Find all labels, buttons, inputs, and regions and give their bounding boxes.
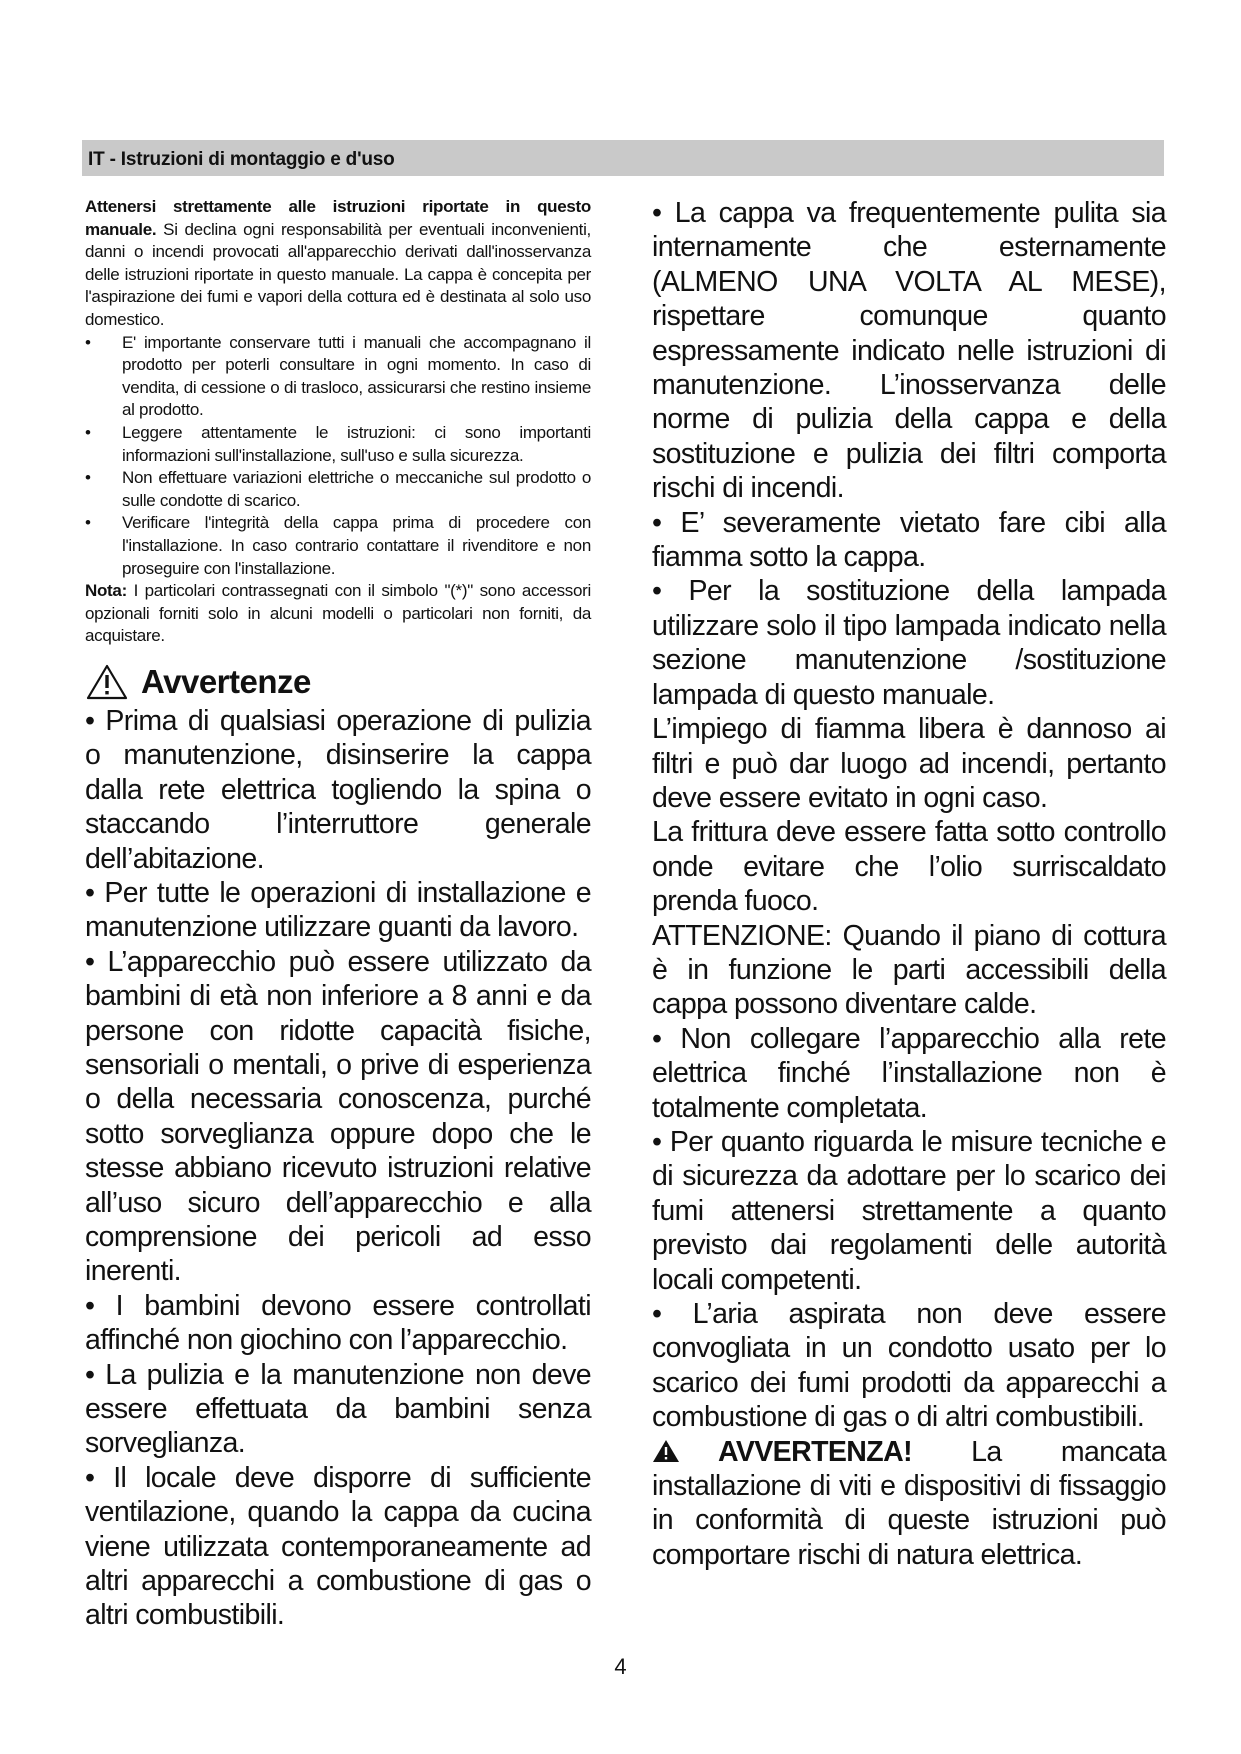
warning-item: • Non collegare l’apparecchio alla rete elettrica finché l’installazione non è totalmente completata. <box>652 1022 1166 1124</box>
warning-item: • Per la sostituzione della lampada utilizzare solo il tipo lampada indicato nella sezione manutenzione /sostituzione lampada di questo manuale. <box>652 575 1166 711</box>
warning-item: • L’apparecchio può essere utilizzato da bambini di età non inferiore a 8 anni e da persone con ridotte capacità fisiche, sensoriali o mentali, o prive di esperienza o della necessaria conoscenza, purché sotto sorveglianza oppure dopo che le stesse abbiano ricevuto istruzioni relative all’uso sicuro dell’apparecchio e alla comprensione dei pericoli ad esso inerenti. <box>85 945 591 1288</box>
warning-item: • L’aria aspirata non deve essere convogliata in un condotto usato per lo scarico dei fumi prodotti da apparecchi a combustione di gas o di altri combustibili. <box>652 1298 1166 1434</box>
intro-lead-bold: Attenersi strettamente alle istruzioni riportate in questo manuale. <box>85 197 591 239</box>
intro-bullet: • Leggere attentamente le istruzioni: ci sono importanti informazioni sull'installazione, sull'uso e sulla sicurezza. <box>85 422 591 467</box>
intro-paragraph <box>85 196 591 332</box>
warning-item: • La pulizia e la manutenzione non deve essere effettuata da bambini senza sorveglianza. <box>85 1358 591 1460</box>
warning-item: La frittura deve essere fatta sotto controllo onde evitare che l’olio surriscaldato prenda fuoco. <box>652 816 1166 918</box>
intro-bullet-list <box>85 332 591 581</box>
warning-item: • Prima di qualsiasi operazione di pulizia o manutenzione, disinserire la cappa dalla rete elettrica togliendo la spina o staccando l’interruttore generale dell’abitazione. <box>85 704 591 875</box>
left-column <box>85 196 591 1633</box>
intro-bullet: • Non effettuare variazioni elettriche o meccaniche sul prodotto o sulle condotte di scarico. <box>85 467 591 512</box>
warning-item: • Per tutte le operazioni di installazione e manutenzione utilizzare guanti da lavoro. <box>85 876 591 944</box>
warning-item: ATTENZIONE: Quando il piano di cottura è in funzione le parti accessibili della cappa possono diventare calde. <box>652 919 1166 1021</box>
note-label: Nota: <box>85 581 127 601</box>
intro-bullet: • E' importante conservare tutti i manuali che accompagnano il prodotto per poterli consultare in ogni momento. In caso di vendita, di cessione o di trasloco, assicurarsi che restino insieme al prodotto. <box>85 332 591 422</box>
final-warning-label: AVVERTENZA! <box>718 1435 912 1468</box>
page-number: 4 <box>614 1654 627 1679</box>
warning-item: • E’ severamente vietato fare cibi alla fiamma sotto la cappa. <box>652 506 1166 574</box>
warning-triangle-icon <box>85 663 129 701</box>
warning-item: • I bambini devono essere controllati affinché non giochino con l’apparecchio. <box>85 1289 591 1357</box>
final-warning <box>652 1435 1166 1573</box>
warnings-left-list <box>85 704 591 1633</box>
warning-item: • Il locale deve disporre di sufficiente ventilazione, quando la cappa da cucina viene utilizzata contemporaneamente ad altri apparecchi a combustione di gas o altri combustibili. <box>85 1461 591 1632</box>
intro-lead-text: Si declina ogni responsabilità per eventuali inconvenienti, danni o incendi provocati all'apparecchio derivati dall'inosservanza delle istruzioni riportate in questo manuale. La cappa è concepita per l'aspirazione dei fumi e vapori della cottura ed è destinata al solo uso domestico. <box>85 219 591 329</box>
final-warning-text: La mancata installazione di viti e dispositivi di fissaggio in conformità di queste istruzioni può comportare rischi di natura elettrica. <box>652 1435 1166 1571</box>
warning-item: L’impiego di fiamma libera è dannoso ai filtri e può dar luogo ad incendi, pertanto deve essere evitato in ogni caso. <box>652 713 1166 814</box>
intro-bullet: • Verificare l'integrità della cappa prima di procedere con l'installazione. In caso contrario contattare il rivenditore e non proseguire con l'installazione. <box>85 512 591 580</box>
caution-triangle-icon <box>652 1439 680 1463</box>
right-column <box>652 196 1166 1572</box>
intro-section <box>85 196 591 648</box>
warnings-right-list <box>652 196 1166 1572</box>
warning-item: • Per quanto riguarda le misure tecniche e di sicurezza da adottare per lo scarico dei fumi attenersi strettamente a quanto previsto dai regolamenti delle autorità locali competenti. <box>652 1125 1166 1296</box>
note-paragraph <box>85 580 591 648</box>
warning-item: • La cappa va frequentemente pulita sia internamente che esternamente (ALMENO UNA VOLTA AL MESE), rispettare comunque quanto espressamente indicato nelle istruzioni di manutenzione. L’inosservanza delle norme di pulizia della cappa e della sostituzione e pulizia dei filtri comporta rischi di incendi. <box>652 197 1166 505</box>
note-text: I particolari contrassegnati con il simbolo "(*)" sono accessori opzionali forniti solo in alcuni modelli o particolari non forniti, da acquistare. <box>85 581 591 646</box>
warnings-heading <box>85 660 591 704</box>
warnings-title: Avvertenze <box>141 662 311 700</box>
section-header: IT - Istruzioni di montaggio e d'uso <box>82 140 1164 176</box>
